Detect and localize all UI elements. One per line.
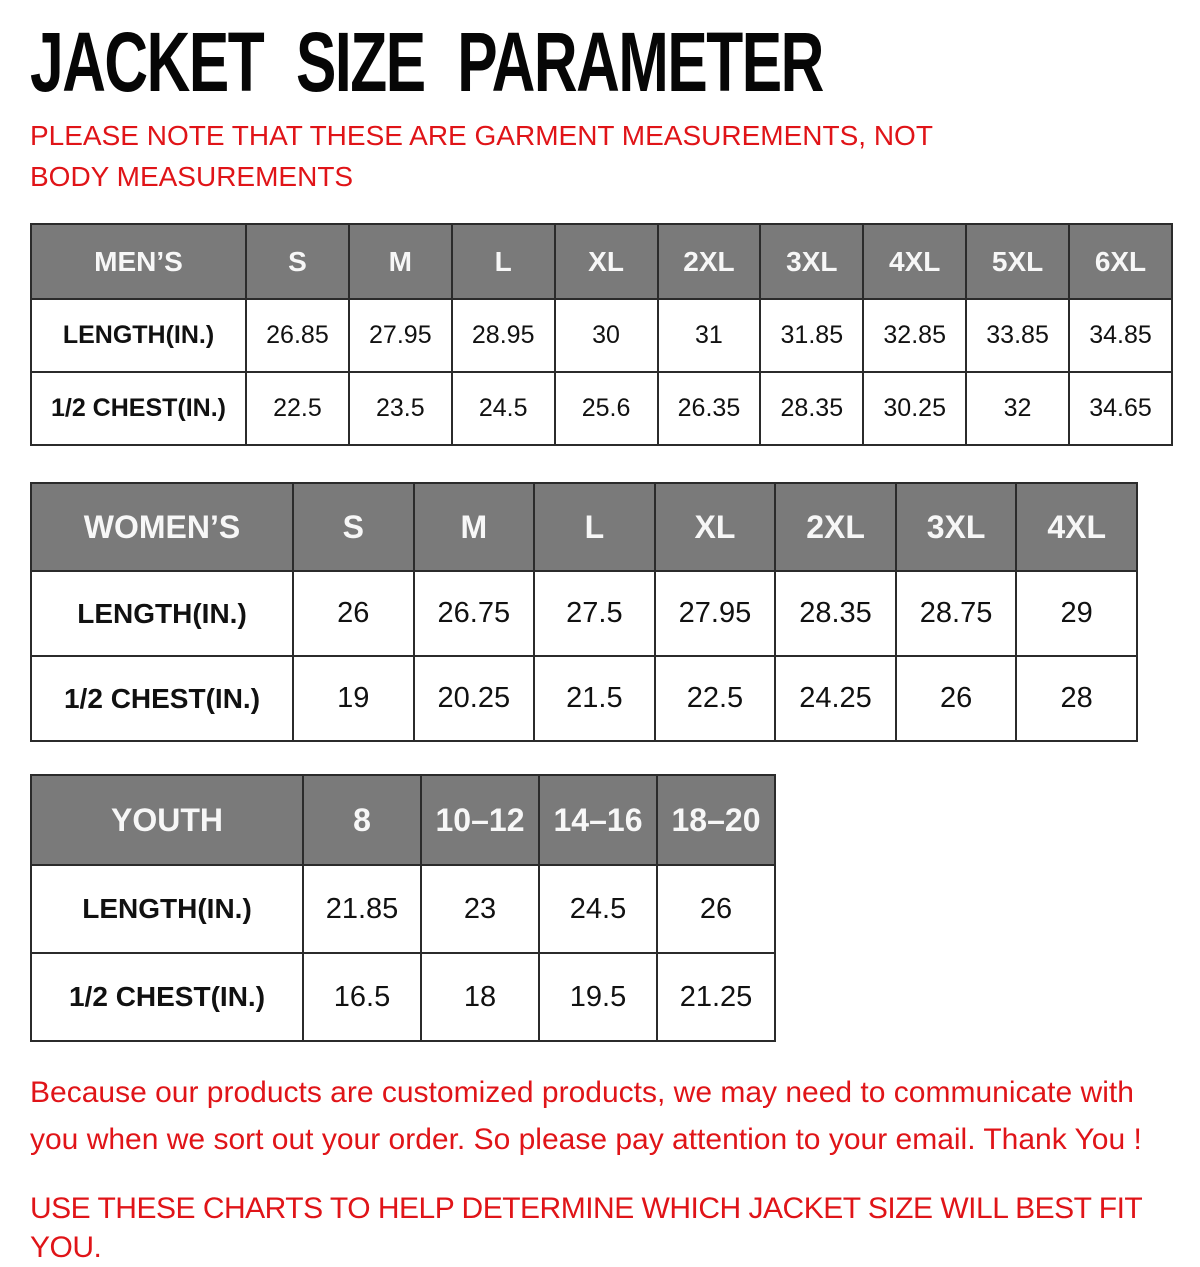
size-column-header: M: [414, 483, 535, 571]
measurement-value-cell: 22.5: [655, 656, 776, 741]
measurement-row-label: 1/2 CHEST(IN.): [31, 656, 293, 741]
size-column-header: M: [349, 224, 452, 299]
measurement-value-cell: 24.5: [539, 865, 657, 953]
measurement-value-cell: 27.5: [534, 571, 655, 656]
measurement-value-cell: 31: [658, 299, 761, 372]
measurement-row: [31, 372, 1172, 445]
measurement-value-cell: 25.6: [555, 372, 658, 445]
measurement-value-cell: 19.5: [539, 953, 657, 1041]
measurement-value-cell: 34.65: [1069, 372, 1172, 445]
size-column-header: XL: [555, 224, 658, 299]
size-column-header: L: [534, 483, 655, 571]
measurement-value-cell: 19: [293, 656, 414, 741]
measurement-value-cell: 32: [966, 372, 1069, 445]
measurement-row: [31, 865, 775, 953]
size-column-header: XL: [655, 483, 776, 571]
group-header-womens: WOMEN’S: [31, 483, 293, 571]
measurement-value-cell: 28.35: [760, 372, 863, 445]
size-column-header: 10–12: [421, 775, 539, 865]
size-column-header: 4XL: [1016, 483, 1137, 571]
measurement-value-cell: 16.5: [303, 953, 421, 1041]
group-header-youth: YOUTH: [31, 775, 303, 865]
size-table-youth: [30, 774, 776, 1042]
measurement-value-cell: 30.25: [863, 372, 966, 445]
size-column-header: 3XL: [760, 224, 863, 299]
measurement-value-cell: 26: [896, 656, 1017, 741]
measurement-row: [31, 571, 1137, 656]
group-header-mens: MEN’S: [31, 224, 246, 299]
measurement-value-cell: 26.85: [246, 299, 349, 372]
garment-measurement-note: PLEASE NOTE THAT THESE ARE GARMENT MEASUREMENTS, NOT BODY MEASUREMENTS: [30, 120, 933, 192]
measurement-value-cell: 26.35: [658, 372, 761, 445]
measurement-value-cell: 20.25: [414, 656, 535, 741]
size-column-header: 3XL: [896, 483, 1017, 571]
measurement-row-label: LENGTH(IN.): [31, 299, 246, 372]
measurement-value-cell: 26.75: [414, 571, 535, 656]
measurement-row: [31, 299, 1172, 372]
measurement-value-cell: 23: [421, 865, 539, 953]
measurement-value-cell: 28.35: [775, 571, 896, 656]
measurement-value-cell: 21.85: [303, 865, 421, 953]
size-column-header: 6XL: [1069, 224, 1172, 299]
measurement-value-cell: 32.85: [863, 299, 966, 372]
measurement-value-cell: 18: [421, 953, 539, 1041]
measurement-row-label: 1/2 CHEST(IN.): [31, 372, 246, 445]
measurement-row: [31, 953, 775, 1041]
measurement-value-cell: 27.95: [349, 299, 452, 372]
size-column-header: 2XL: [775, 483, 896, 571]
measurement-value-cell: 34.85: [1069, 299, 1172, 372]
measurement-value-cell: 29: [1016, 571, 1137, 656]
measurement-row-label: 1/2 CHEST(IN.): [31, 953, 303, 1041]
measurement-value-cell: 26: [657, 865, 775, 953]
measurement-value-cell: 21.5: [534, 656, 655, 741]
measurement-value-cell: 28: [1016, 656, 1137, 741]
size-table-womens: [30, 482, 1138, 742]
size-header-row: [31, 775, 775, 865]
measurement-value-cell: 21.25: [657, 953, 775, 1041]
measurement-value-cell: 24.25: [775, 656, 896, 741]
measurement-value-cell: 26: [293, 571, 414, 656]
measurement-value-cell: 28.75: [896, 571, 1017, 656]
size-column-header: 14–16: [539, 775, 657, 865]
size-header-row: [31, 483, 1137, 571]
size-column-header: S: [246, 224, 349, 299]
size-column-header: L: [452, 224, 555, 299]
measurement-row-label: LENGTH(IN.): [31, 571, 293, 656]
measurement-row-label: LENGTH(IN.): [31, 865, 303, 953]
page-title: JACKET SIZE PARAMETER: [30, 15, 823, 109]
size-column-header: S: [293, 483, 414, 571]
measurement-value-cell: 24.5: [452, 372, 555, 445]
measurement-value-cell: 30: [555, 299, 658, 372]
size-column-header: 4XL: [863, 224, 966, 299]
size-table-mens: [30, 223, 1173, 446]
size-column-header: 5XL: [966, 224, 1069, 299]
chart-usage-note: USE THESE CHARTS TO HELP DETERMINE WHICH JACKET SIZE WILL BEST FIT YOU.: [30, 1192, 1142, 1265]
measurement-row: [31, 656, 1137, 741]
size-column-header: 8: [303, 775, 421, 865]
size-column-header: 18–20: [657, 775, 775, 865]
measurement-value-cell: 33.85: [966, 299, 1069, 372]
customization-note: Because our products are customized products, we may need to communicate with you when we sort out your order. So please pay attention to your email. Thank You !: [30, 1076, 1142, 1156]
measurement-value-cell: 28.95: [452, 299, 555, 372]
measurement-value-cell: 23.5: [349, 372, 452, 445]
size-header-row: [31, 224, 1172, 299]
measurement-value-cell: 31.85: [760, 299, 863, 372]
measurement-value-cell: 22.5: [246, 372, 349, 445]
size-column-header: 2XL: [658, 224, 761, 299]
measurement-value-cell: 27.95: [655, 571, 776, 656]
